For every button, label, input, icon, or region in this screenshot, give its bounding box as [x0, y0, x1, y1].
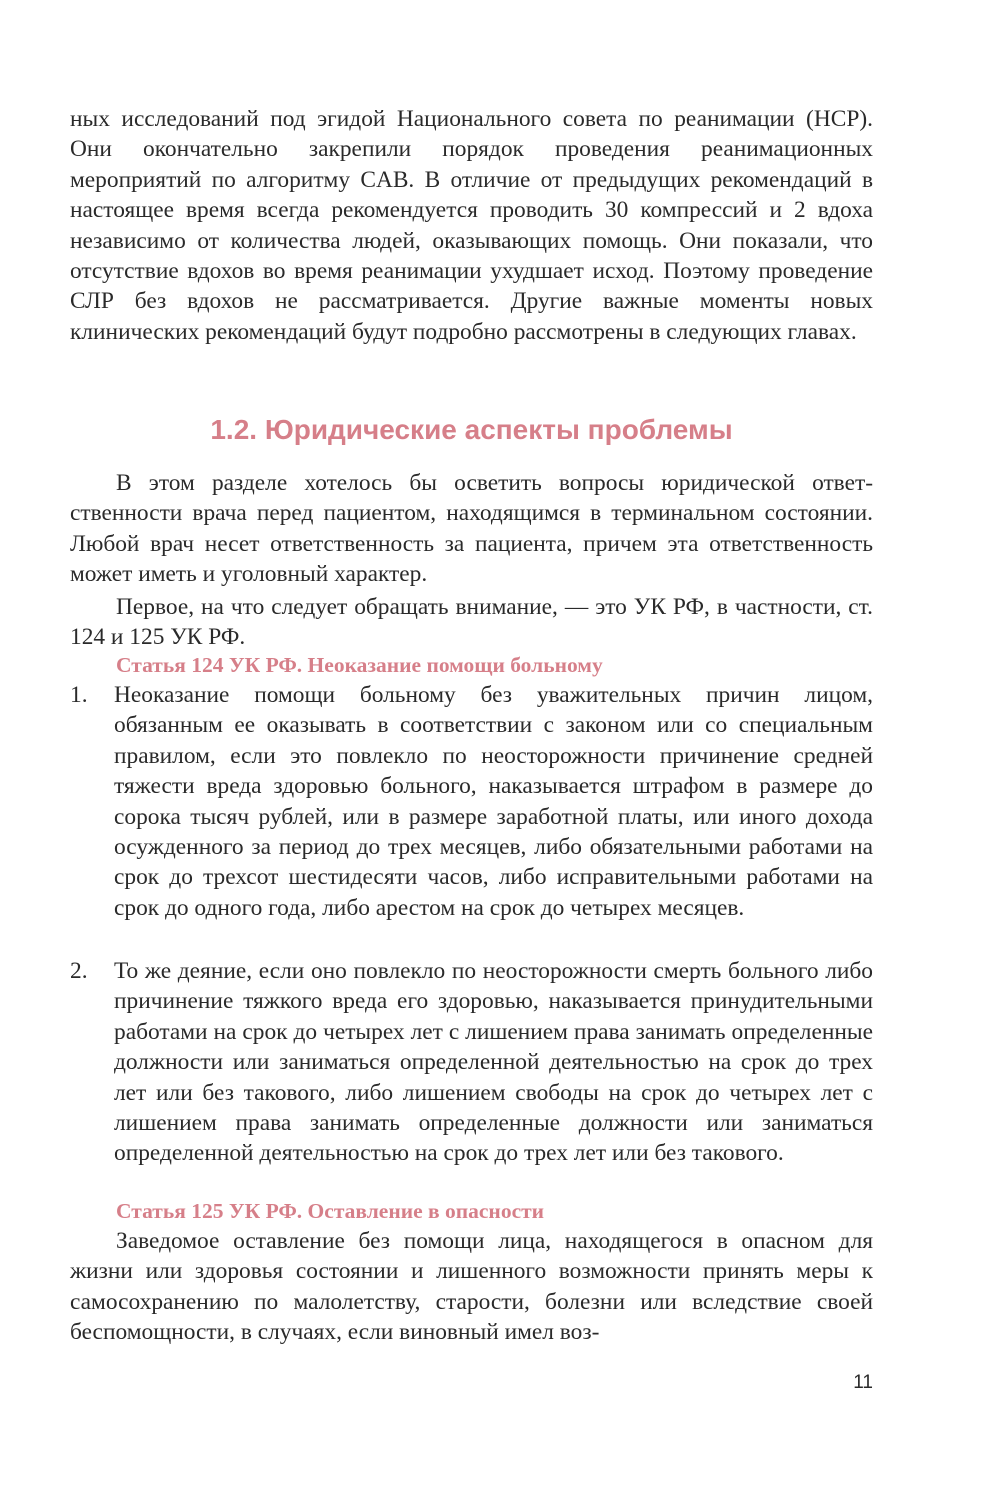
article-124-item — [70, 680, 873, 923]
list-item-number: 2. — [70, 958, 88, 984]
paragraph-responsibility: В этом разделе хотелось бы осветить вопросы юридической ответственности врача перед пациентом, находящимся в терминальном состоянии. Любой врач несет ответственность за пациента, причем эта ответственность может иметь и уголовный характер. — [70, 470, 873, 588]
intro-paragraph: ных исследований под эгидой Национального совета по реанимации (НСР). Они окончательно закрепили порядок проведения реанимационных мероприятий по алгоритму CAB. В отличие от предыдущих рекомендаций в настоящее время всегда рекомендуется проводить 30 компрессий и 2 вдоха независимо от количества людей, оказывающих помощь. Они показали, что отсутствие вдохов во время реанимации ухудшает исход. Поэтому проведение СЛР без вдохов не рассматривается. Другие важные моменты новых клинических рекомендаций будут подробно рассмотрены в следующих главах. — [70, 106, 873, 345]
section-heading: 1.2. Юридические аспекты проблемы — [210, 414, 733, 445]
list-item-text: Неоказание помощи больному без уважительных причин лицом, обязанным ее оказывать в соответствии с законом или со специальным правилом, если это повлекло по неосторожности причинение средней тяжести вреда здоровью больного, наказывается штрафом в размере до сорока тысяч рублей, или в размере заработной платы, или иного дохода осужденного за период до трех месяцев, либо обязательными работами на срок до трехсот шестидесяти часов, либо исправительными работами на срок до одного года, либо арестом на срок до четырех месяцев. — [114, 682, 873, 921]
article-125-title: Статья 125 УК РФ. Оставление в опасности — [116, 1199, 545, 1223]
article-124-title: Статья 124 УК РФ. Неоказание помощи больному — [116, 653, 603, 677]
paragraph-leaving-in-danger: Заведомое оставление без помощи лица, находящегося в опасном для жизни или здоровья состоянии и лишенного возможности принять меры к самосохранению по малолетству, старости, болезни или вследствие своей беспомощности, в случаях, если виновный имел воз- — [70, 1228, 873, 1346]
paragraph-criminal-code: Первое, на что следует обращать внимание, — это УК РФ, в частности, ст. 124 и 125 УК РФ. — [70, 594, 873, 651]
article-124-item — [70, 956, 873, 1169]
page-number: 11 — [853, 1372, 873, 1393]
list-item-number: 1. — [70, 682, 88, 708]
list-item-text: То же деяние, если оно повлекло по неосторожности смерть больного либо причинение тяжкого вреда его здоровью, наказывается принудительными работами на срок до четырех лет с лишением права занимать определенные должности или заниматься определенной деятельностью на срок до трех лет или без такового, либо лишением свободы на срок до четырех лет с лишением права занимать определенные должности или заниматься определенной деятельностью на срок до трех лет или без такового. — [114, 958, 873, 1167]
